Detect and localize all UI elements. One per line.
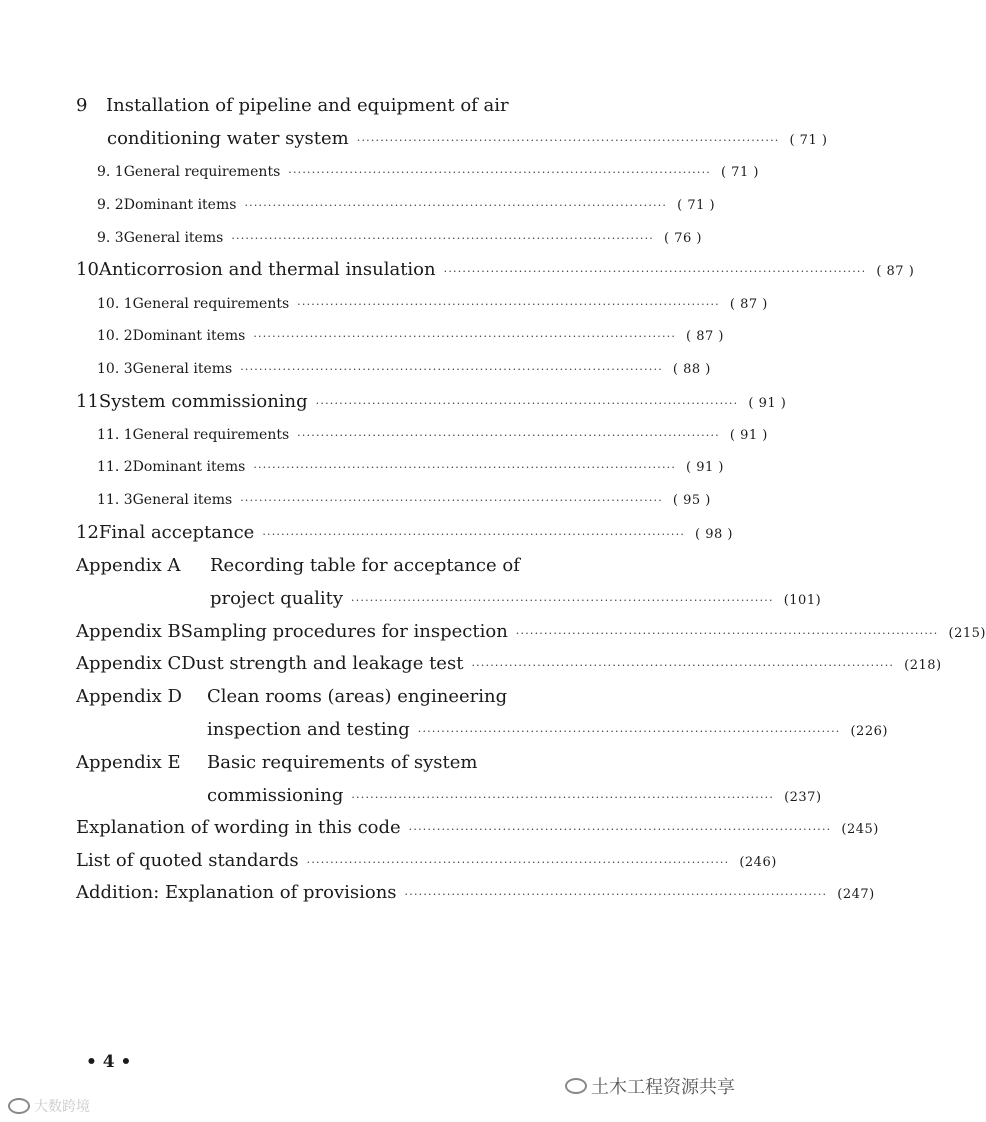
- dot-leader: ··························································································: [471, 659, 895, 672]
- toc-number: 9. 3: [97, 230, 124, 246]
- toc-title: Dominant items: [132, 459, 246, 475]
- toc-entry-addition: [76, 882, 875, 903]
- dot-leader: ··························································································: [253, 330, 677, 343]
- toc-entry-9: [76, 95, 509, 116]
- toc-number: 10. 3: [97, 361, 133, 377]
- toc-number: Appendix D: [76, 686, 182, 707]
- toc-entry-appendix-a: [76, 555, 520, 576]
- toc-entry-11-3: [97, 492, 711, 508]
- toc-entry-11-2: [97, 459, 724, 475]
- dot-leader: ··························································································: [515, 627, 939, 640]
- toc-entry-10-2: [97, 328, 724, 344]
- toc-entry-12: [76, 522, 733, 543]
- toc-title: Sampling procedures for inspection: [180, 621, 508, 642]
- toc-title: Dominant items: [123, 197, 237, 213]
- toc-entry-9-2: [97, 197, 716, 213]
- toc-title: Basic requirements of system: [207, 752, 478, 773]
- toc-page: ( 71 ): [789, 133, 828, 148]
- toc-number: Appendix C: [76, 653, 182, 674]
- toc-entry-appendix-e: [76, 752, 477, 773]
- toc-entry-9-cont: [107, 128, 828, 149]
- toc-page: ( 87 ): [686, 329, 724, 344]
- toc-number: 10. 2: [97, 328, 133, 344]
- toc-entry-appendix-b: [76, 621, 986, 642]
- toc-title: General requirements: [123, 164, 281, 180]
- toc-page: ( 88 ): [672, 362, 711, 377]
- dot-leader: ··························································································: [244, 199, 668, 212]
- watermark-logo-icon: [8, 1098, 30, 1114]
- toc-page: ( 87 ): [729, 297, 768, 312]
- toc-title: Dominant items: [132, 328, 246, 344]
- toc-title: General items: [132, 492, 233, 508]
- toc-title-cont: commissioning: [207, 785, 344, 806]
- toc-entry-appendix-d: [76, 686, 507, 707]
- toc-title: General items: [132, 361, 233, 377]
- toc-number: 11. 1: [97, 427, 133, 443]
- toc-title: List of quoted standards: [76, 850, 299, 871]
- dot-leader: ··························································································: [288, 166, 711, 179]
- toc-number: 10. 1: [97, 296, 133, 312]
- toc-page: (246): [739, 855, 777, 870]
- toc-title: Dust strength and leakage test: [181, 653, 464, 674]
- dot-leader: ··························································································: [240, 363, 663, 376]
- toc-page: ( 76 ): [664, 231, 702, 246]
- dot-leader: ··························································································: [408, 823, 832, 836]
- toc-page: (215): [948, 626, 986, 641]
- toc-title: Clean rooms (areas) engineering: [207, 686, 508, 707]
- toc-number: 9. 2: [97, 197, 124, 213]
- wechat-icon: [565, 1078, 587, 1094]
- toc-entry-appendix-d-cont: [207, 719, 888, 740]
- toc-entry-explanation-wording: [76, 817, 879, 838]
- toc-number: 9: [76, 95, 88, 116]
- toc-entry-10-1: [97, 296, 768, 312]
- dot-leader: ··························································································: [315, 397, 739, 410]
- dot-leader: ··························································································: [297, 429, 720, 442]
- toc-number: Appendix B: [76, 621, 181, 642]
- watermark-left-text: 大数跨境: [34, 1099, 90, 1115]
- toc-page: ( 91 ): [686, 460, 724, 475]
- toc-number: 12: [76, 522, 99, 543]
- toc-page: ( 91 ): [729, 428, 768, 443]
- watermark-right-text: 土木工程资源共享: [591, 1077, 735, 1098]
- dot-leader: ··························································································: [262, 528, 686, 541]
- toc-title: General items: [123, 230, 224, 246]
- toc-title: Explanation of wording in this code: [76, 817, 401, 838]
- toc-title: Recording table for acceptance of: [210, 555, 520, 576]
- toc-title: General requirements: [132, 427, 290, 443]
- toc-page: (237): [784, 790, 822, 805]
- toc-title: Anticorrosion and thermal insulation: [98, 259, 436, 280]
- toc-page: ( 71 ): [677, 198, 716, 213]
- toc-title-cont: inspection and testing: [207, 719, 410, 740]
- dot-leader: ··························································································: [231, 232, 655, 245]
- toc-page: ( 98 ): [695, 527, 733, 542]
- toc-page: ( 95 ): [672, 493, 711, 508]
- toc-entry-11: [76, 391, 787, 412]
- dot-leader: ··························································································: [253, 461, 677, 474]
- toc-entry-quoted-standards: [76, 850, 777, 871]
- dot-leader: ··························································································: [356, 134, 780, 147]
- toc-page: (226): [850, 724, 888, 739]
- toc-entry-10: [76, 259, 915, 280]
- toc-entry-9-1: [97, 164, 759, 180]
- toc-page: (218): [904, 658, 942, 673]
- dot-leader: ··························································································: [443, 265, 867, 278]
- toc-title: Final acceptance: [98, 522, 255, 543]
- toc-page: ( 91 ): [748, 396, 787, 411]
- toc-entry-appendix-a-cont: [210, 588, 822, 609]
- toc-title: General requirements: [132, 296, 290, 312]
- toc-title: Addition: Explanation of provisions: [76, 882, 397, 903]
- toc-entry-appendix-e-cont: [207, 785, 822, 806]
- toc-entry-11-1: [97, 427, 768, 443]
- toc-number: 11: [76, 391, 99, 412]
- toc-title-cont: conditioning water system: [107, 128, 349, 149]
- toc-entry-9-3: [97, 230, 702, 246]
- toc-number: Appendix E: [76, 752, 181, 773]
- dot-leader: ··························································································: [404, 888, 828, 901]
- dot-leader: ··························································································: [306, 856, 730, 869]
- toc-number: 11. 3: [97, 492, 133, 508]
- toc-title-cont: project quality: [210, 588, 343, 609]
- dot-leader: ··························································································: [351, 791, 775, 804]
- dot-leader: ··························································································: [297, 298, 720, 311]
- toc-page: (245): [841, 822, 879, 837]
- page-number: • 4 •: [86, 1052, 132, 1072]
- toc-page: ( 71 ): [720, 165, 759, 180]
- toc-entry-10-3: [97, 361, 711, 377]
- toc-page: (101): [783, 593, 822, 608]
- toc-number: 9. 1: [97, 164, 124, 180]
- toc-entry-appendix-c: [76, 653, 942, 674]
- dot-leader: ··························································································: [240, 494, 663, 507]
- toc-number: 10: [76, 259, 99, 280]
- toc-number: 11. 2: [97, 459, 133, 475]
- watermark-right: [565, 1073, 735, 1099]
- toc-title: System commissioning: [98, 391, 308, 412]
- toc-number: Appendix A: [76, 555, 181, 576]
- watermark-left: [8, 1096, 90, 1116]
- toc-title: Installation of pipeline and equipment of air: [106, 95, 509, 116]
- toc-page: ( 87 ): [876, 264, 915, 279]
- dot-leader: ··························································································: [417, 725, 841, 738]
- dot-leader: ··························································································: [351, 594, 774, 607]
- toc-page: (247): [837, 887, 875, 902]
